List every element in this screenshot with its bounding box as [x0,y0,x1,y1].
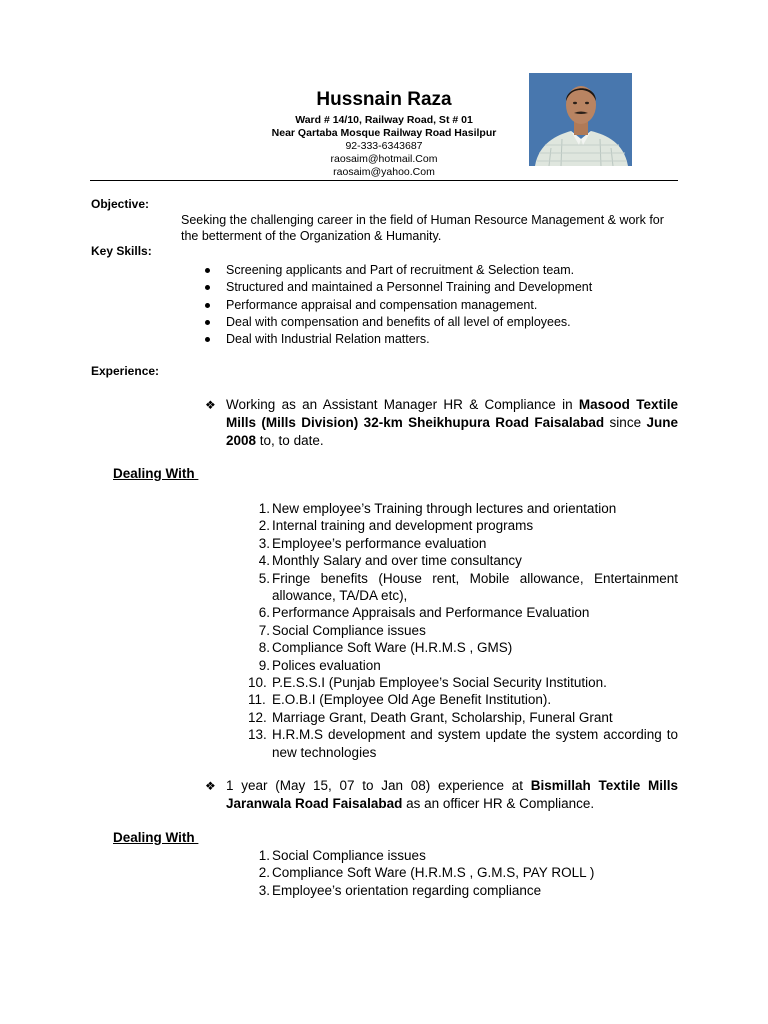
item-text: Internal training and development programs [272,518,534,534]
list-item [205,279,592,296]
item-number: 11. [248,692,266,708]
bullet-icon [205,285,210,290]
experience-job-1 [205,396,678,450]
header-divider [90,180,678,181]
item-text: New employee’s Training through lectures and orientation [272,501,617,516]
bullet-icon [205,303,210,308]
item-number: 2. [258,518,270,534]
email-hotmail: raosaim@hotmail.Com [330,153,438,165]
item-text: H.R.M.S development and system update the system according to new technologies [272,727,678,760]
job-1-text-2: since [604,415,647,430]
list-item [248,691,678,708]
dealing-with-list-2 [248,847,678,899]
job-2-text-2: as an officer HR & Compliance. [402,796,595,811]
key-skills-label: Key Skills: [91,244,152,258]
objective-text: Seeking the challenging career in the field of Human Resource Management & work for the betterment of the Organization & Humanity. [181,213,664,243]
bullet-icon [205,320,210,325]
item-number: 1. [258,848,270,863]
email-yahoo: raosaim@yahoo.Com [333,166,435,178]
diamond-bullet-icon: ❖ [205,779,216,793]
skill-text: Deal with compensation and benefits of all level of employees. [226,314,571,329]
item-text: Social Compliance issues [272,622,426,638]
list-item [205,314,592,331]
item-number: 9. [258,657,270,673]
item-text: P.E.S.S.I (Punjab Employee’s Social Security Institution. [272,675,607,691]
item-number: 5. [258,570,270,586]
item-text: Employee’s orientation regarding compliance [272,882,542,898]
item-number: 3. [258,535,270,551]
item-number: 8. [258,640,270,656]
item-text: Fringe benefits (House rent, Mobile allowance, Entertainment allowance, TA/DA etc), [272,570,678,604]
list-item [248,882,678,899]
job-2-text-1: 1 year (May 15, 07 to Jan 08) experience at [226,778,531,793]
phone-number: 92-333-6343687 [345,140,423,152]
list-item [248,657,678,674]
profile-photo [529,73,632,166]
address-line-2: Near Qartaba Mosque Railway Road Hasilpur [271,127,497,139]
list-item [248,552,678,569]
job-1-description [226,396,678,450]
item-text: Compliance Soft Ware (H.R.M.S , G.M.S, PAY ROLL ) [272,865,595,881]
skill-text: Performance appraisal and compensation management. [226,297,538,312]
item-number: 3. [258,882,270,898]
item-text: Performance Appraisals and Performance Evaluation [272,605,590,621]
item-text: Employee’s performance evaluation [272,535,487,551]
item-text: Monthly Salary and over time consultancy [272,553,522,569]
list-item [248,847,678,864]
skill-text: Deal with Industrial Relation matters. [226,332,430,347]
dealing-with-heading-2: Dealing With [113,830,199,845]
item-number: 7. [258,622,270,638]
bullet-icon [205,268,210,273]
item-number: 6. [258,605,270,621]
list-item [205,262,592,279]
job-1-text-3: to, to date. [256,433,324,448]
job-2-description [226,777,678,813]
skill-text: Screening applicants and Part of recruitment & Selection team. [226,263,575,277]
candidate-name: Hussnain Raza [316,89,452,110]
list-item [248,500,678,517]
item-number: 4. [258,553,270,569]
address-line-1: Ward # 14/10, Railway Road, St # 01 [295,114,473,126]
diamond-bullet-icon: ❖ [205,398,216,412]
dealing-with-heading-1: Dealing With [113,466,199,481]
item-number: 2. [258,865,270,881]
list-item [248,726,678,761]
job-2-company: Bismillah Textile Mills Jaranwala Road Faisalabad [226,778,678,811]
key-skills-list [205,262,592,348]
item-number: 1. [258,501,270,516]
list-item [248,570,678,605]
experience-job-2 [205,777,678,813]
objective-label: Objective: [91,197,150,211]
skill-text: Structured and maintained a Personnel Training and Development [226,280,593,295]
item-number: 13. [248,727,267,743]
job-1-company: Masood Textile Mills (Mills Division) 32-km Sheikhupura Road Faisalabad [226,397,678,430]
item-text: Polices evaluation [272,657,381,673]
list-item [248,864,678,881]
list-item [248,622,678,639]
list-item [248,604,678,621]
item-text: Marriage Grant, Death Grant, Scholarship, Funeral Grant [272,709,613,725]
dealing-with-list-1 [248,500,678,761]
list-item [248,639,678,656]
job-1-date: June 2008 [226,415,678,448]
item-text: Social Compliance issues [272,848,426,863]
experience-label: Experience: [91,364,160,378]
job-1-text-1: Working as an Assistant Manager HR & Compliance in [226,397,579,412]
list-item [205,297,592,314]
item-number: 12. [248,709,267,725]
item-number: 10. [248,675,267,691]
list-item [248,535,678,552]
item-text: Compliance Soft Ware (H.R.M.S , GMS) [272,640,513,656]
list-item [248,709,678,726]
item-text: E.O.B.I (Employee Old Age Benefit Institution). [272,692,552,708]
list-item [205,331,592,348]
list-item [248,517,678,534]
bullet-icon [205,337,210,342]
list-item [248,674,678,691]
